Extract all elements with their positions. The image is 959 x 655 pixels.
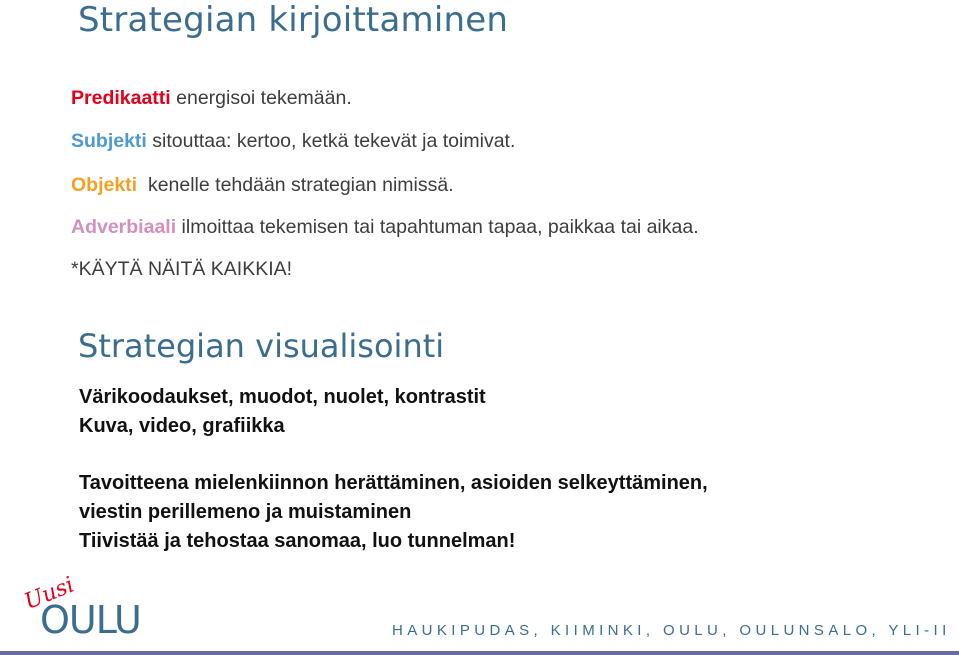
text-subjekti: sitouttaa: kertoo, ketkä tekevät ja toimivat. <box>146 130 516 152</box>
goal-line-2: viestin perillemeno ja muistaminen <box>79 501 412 523</box>
line-objekti <box>71 174 454 197</box>
footer-municipalities: HAUKIPUDAS, KIIMINKI, OULU, OULUNSALO, YLI-II <box>392 622 951 639</box>
note-use-all: *KÄYTÄ NÄITÄ KAIKKIA! <box>71 258 293 280</box>
visual-line-2: Kuva, video, grafiikka <box>79 415 285 437</box>
keyword-adverbiaali: Adverbiaali <box>71 216 177 238</box>
logo-word-text: OULU <box>40 598 141 640</box>
goal-line-3: Tiivistää ja tehostaa sanomaa, luo tunnelman! <box>79 530 516 552</box>
visual-line-1: Värikoodaukset, muodot, nuolet, kontrastit <box>79 386 486 408</box>
line-adverbiaali <box>71 216 699 239</box>
text-adverbiaali: ilmoittaa tekemisen tai tapahtuman tapaa, paikkaa tai aikaa. <box>176 216 699 238</box>
keyword-subjekti: Subjekti <box>71 130 147 152</box>
page-title: Strategian kirjoittaminen <box>78 0 509 40</box>
line-predikaatti <box>71 87 352 110</box>
goal-line-1: Tavoitteena mielenkiinnon herättäminen, asioiden selkeyttäminen, <box>79 472 708 494</box>
text-predikaatti: energisoi tekemään. <box>170 87 352 109</box>
keyword-objekti: Objekti <box>71 174 138 196</box>
bottom-accent-bar <box>0 651 959 655</box>
line-subjekti <box>71 130 515 153</box>
keyword-predikaatti: Predikaatti <box>71 87 171 109</box>
logo-script-text: Uusi <box>21 572 78 615</box>
section-subtitle: Strategian visualisointi <box>78 327 445 365</box>
text-objekti: kenelle tehdään strategian nimissä. <box>137 174 454 196</box>
uusi-oulu-logo <box>18 570 178 640</box>
